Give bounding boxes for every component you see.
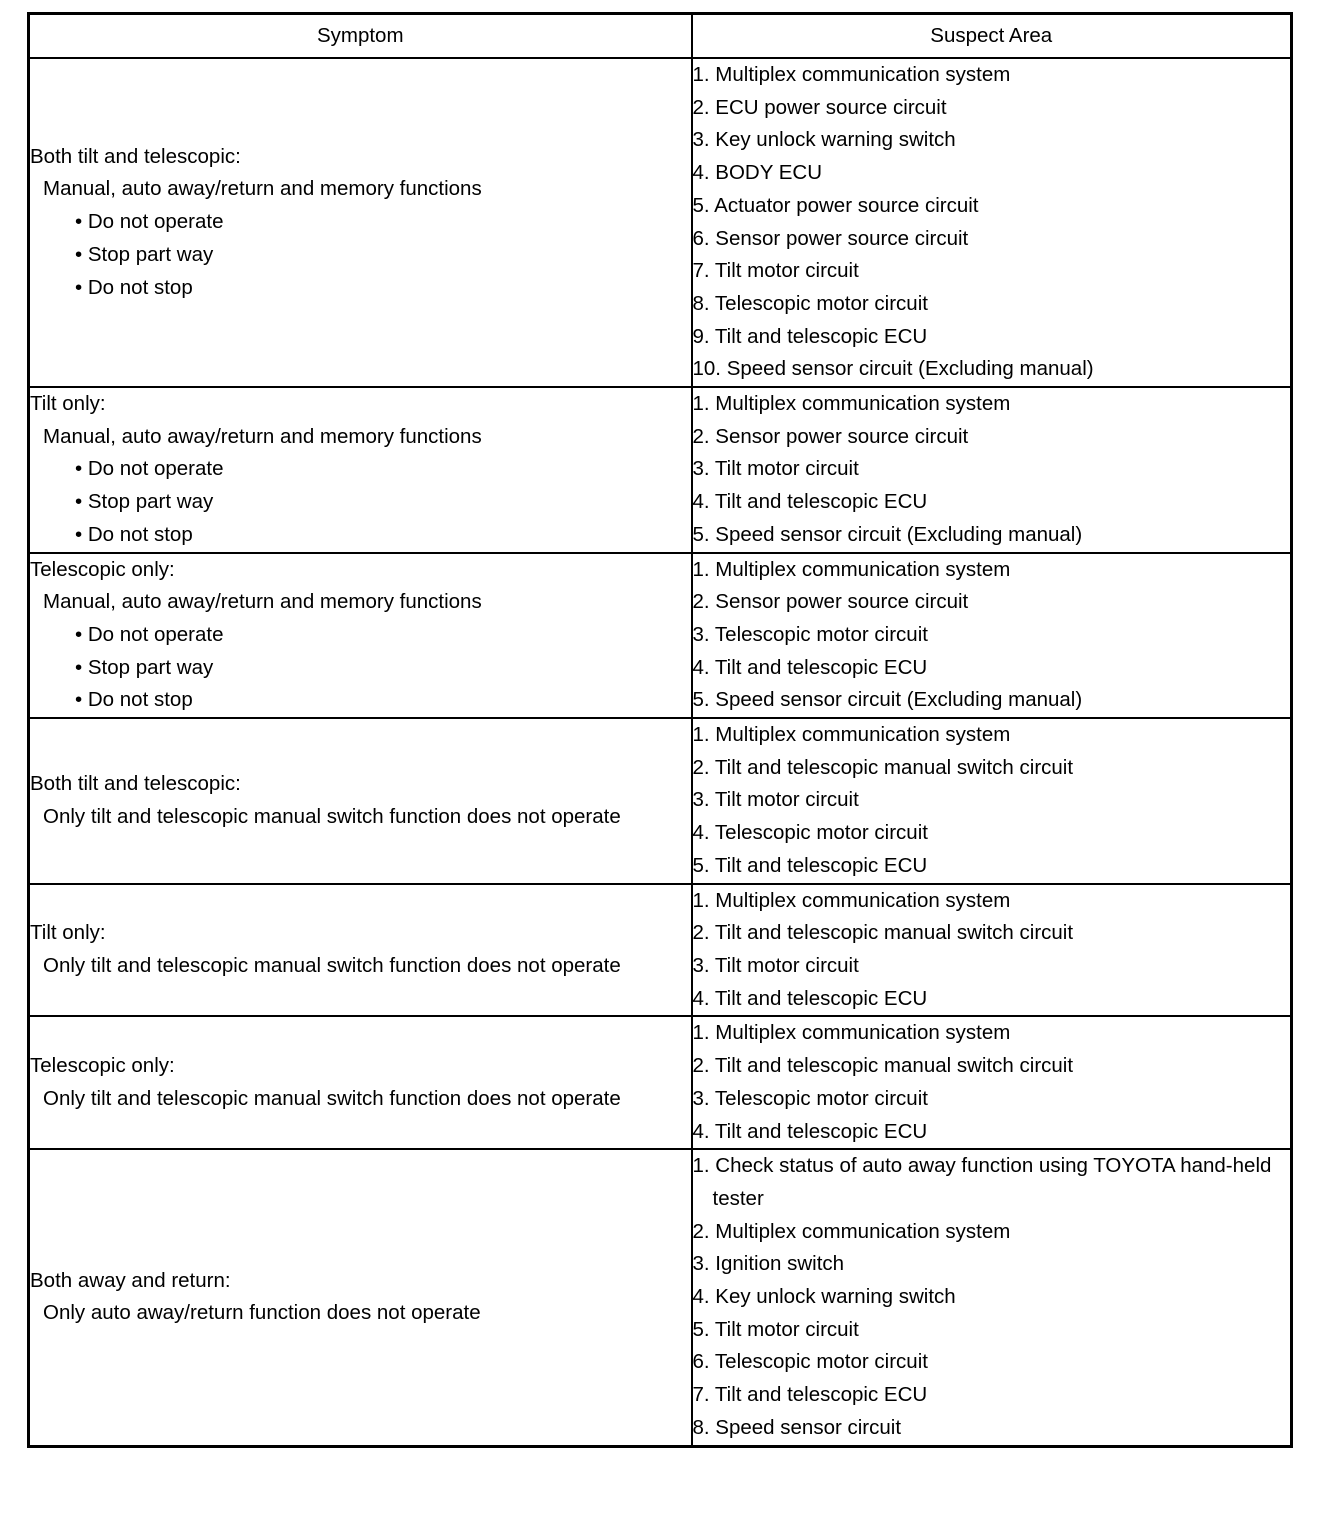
symptom-bullet: • Do not operate bbox=[30, 453, 691, 486]
suspect-area-item: 8. Telescopic motor circuit bbox=[692, 291, 928, 315]
suspect-area-column-header: Suspect Area bbox=[692, 14, 1292, 59]
suspect-area-item: 1. Multiplex communication system bbox=[692, 557, 1011, 581]
suspect-area-item: 4. Key unlock warning switch bbox=[692, 1285, 956, 1309]
table-row bbox=[29, 387, 1292, 553]
symptom-bullet: • Do not operate bbox=[30, 619, 691, 652]
symptom-detail: Only auto away/return function does not operate bbox=[43, 1301, 481, 1325]
symptom-detail: Manual, auto away/return and memory functions bbox=[43, 177, 482, 201]
symptom-cell bbox=[29, 1016, 692, 1149]
symptom-cell bbox=[29, 553, 692, 719]
suspect-area-item: 9. Tilt and telescopic ECU bbox=[692, 324, 928, 348]
suspect-area-item: 6. Sensor power source circuit bbox=[692, 226, 969, 250]
suspect-area-item: 2. Sensor power source circuit bbox=[692, 424, 969, 448]
symptom-detail: Only tilt and telescopic manual switch function does not operate bbox=[43, 953, 621, 977]
suspect-area-item: 2. Multiplex communication system bbox=[692, 1219, 1011, 1243]
suspect-area-item: 3. Tilt motor circuit bbox=[692, 953, 859, 977]
suspect-area-item: 2. ECU power source circuit bbox=[692, 95, 947, 119]
suspect-area-item: 1. Multiplex communication system bbox=[692, 1021, 1011, 1045]
suspect-area-item: 4. Tilt and telescopic ECU bbox=[692, 986, 928, 1010]
suspect-area-item: 4. Tilt and telescopic ECU bbox=[692, 655, 928, 679]
symptom-bullet: • Do not operate bbox=[30, 206, 691, 239]
suspect-area-item: 3. Key unlock warning switch bbox=[692, 128, 956, 152]
table-row bbox=[29, 1149, 1292, 1446]
suspect-area-item: 7. Tilt motor circuit bbox=[692, 259, 859, 283]
symptom-cell bbox=[29, 58, 692, 387]
suspect-area-item: 4. Tilt and telescopic ECU bbox=[692, 1119, 928, 1143]
suspect-area-item: 3. Telescopic motor circuit bbox=[692, 622, 928, 646]
symptom-heading: Telescopic only: bbox=[30, 1054, 175, 1078]
suspect-area-item: 10. Speed sensor circuit (Excluding manual) bbox=[692, 357, 1094, 381]
suspect-area-item: 1. Check status of auto away function using TOYOTA hand-held tester bbox=[692, 1154, 1272, 1210]
symptom-bullet: • Stop part way bbox=[30, 486, 691, 519]
symptom-cell bbox=[29, 884, 692, 1017]
suspect-area-item: 3. Ignition switch bbox=[692, 1252, 845, 1276]
suspect-area-item: 1. Multiplex communication system bbox=[692, 392, 1011, 416]
suspect-area-item: 8. Speed sensor circuit bbox=[692, 1415, 902, 1439]
table-body bbox=[29, 58, 1292, 1446]
suspect-area-item: 3. Tilt motor circuit bbox=[692, 788, 859, 812]
symptom-bullet: • Do not stop bbox=[30, 684, 691, 717]
symptom-cell bbox=[29, 1149, 692, 1446]
suspect-area-cell bbox=[692, 1016, 1292, 1149]
suspect-area-cell bbox=[692, 718, 1292, 884]
suspect-area-cell bbox=[692, 1149, 1292, 1446]
symptom-detail: Only tilt and telescopic manual switch function does not operate bbox=[43, 804, 621, 828]
suspect-area-item: 2. Tilt and telescopic manual switch circuit bbox=[692, 755, 1074, 779]
problem-symptoms-table bbox=[27, 12, 1293, 1448]
symptom-bullet: • Stop part way bbox=[30, 239, 691, 272]
suspect-area-item: 1. Multiplex communication system bbox=[692, 723, 1011, 747]
table-row bbox=[29, 718, 1292, 884]
suspect-area-cell bbox=[692, 387, 1292, 553]
suspect-area-item: 1. Multiplex communication system bbox=[692, 63, 1011, 86]
symptom-heading: Telescopic only: bbox=[30, 557, 175, 581]
suspect-area-item: 5. Speed sensor circuit (Excluding manual) bbox=[692, 688, 1083, 712]
suspect-area-item: 6. Telescopic motor circuit bbox=[692, 1350, 928, 1374]
table-row bbox=[29, 884, 1292, 1017]
symptom-heading: Tilt only: bbox=[30, 392, 106, 416]
table-row bbox=[29, 1016, 1292, 1149]
suspect-area-item: 5. Tilt motor circuit bbox=[692, 1317, 859, 1341]
table-row bbox=[29, 553, 1292, 719]
table-row bbox=[29, 58, 1292, 387]
symptom-detail: Manual, auto away/return and memory functions bbox=[43, 590, 482, 614]
symptom-heading: Both away and return: bbox=[30, 1268, 231, 1292]
symptom-heading: Tilt only: bbox=[30, 921, 106, 945]
symptom-bullet: • Do not stop bbox=[30, 519, 691, 552]
suspect-area-item: 1. Multiplex communication system bbox=[692, 888, 1011, 912]
suspect-area-cell bbox=[692, 553, 1292, 719]
suspect-area-item: 2. Sensor power source circuit bbox=[692, 590, 969, 614]
suspect-area-item: 5. Actuator power source circuit bbox=[692, 193, 979, 217]
symptom-detail: Manual, auto away/return and memory functions bbox=[43, 424, 482, 448]
suspect-area-item: 4. BODY ECU bbox=[692, 161, 822, 185]
symptom-bullet: • Do not stop bbox=[30, 272, 691, 305]
suspect-area-item: 2. Tilt and telescopic manual switch circuit bbox=[692, 921, 1074, 945]
suspect-area-cell bbox=[692, 884, 1292, 1017]
suspect-area-item: 4. Tilt and telescopic ECU bbox=[692, 490, 928, 514]
symptom-cell bbox=[29, 387, 692, 553]
suspect-area-cell bbox=[692, 58, 1292, 387]
suspect-area-item: 4. Telescopic motor circuit bbox=[692, 821, 928, 845]
suspect-area-item: 3. Tilt motor circuit bbox=[692, 457, 859, 481]
table-header-row bbox=[29, 14, 1292, 59]
suspect-area-item: 3. Telescopic motor circuit bbox=[692, 1086, 928, 1110]
suspect-area-item: 2. Tilt and telescopic manual switch circuit bbox=[692, 1054, 1074, 1078]
symptom-heading: Both tilt and telescopic: bbox=[30, 144, 241, 168]
symptom-heading: Both tilt and telescopic: bbox=[30, 772, 241, 796]
suspect-area-item: 5. Speed sensor circuit (Excluding manual) bbox=[692, 522, 1083, 546]
symptom-cell bbox=[29, 718, 692, 884]
suspect-area-item: 7. Tilt and telescopic ECU bbox=[692, 1383, 928, 1407]
symptom-bullet: • Stop part way bbox=[30, 652, 691, 685]
symptom-column-header: Symptom bbox=[29, 14, 692, 59]
symptom-detail: Only tilt and telescopic manual switch function does not operate bbox=[43, 1086, 621, 1110]
suspect-area-item: 5. Tilt and telescopic ECU bbox=[692, 853, 928, 877]
